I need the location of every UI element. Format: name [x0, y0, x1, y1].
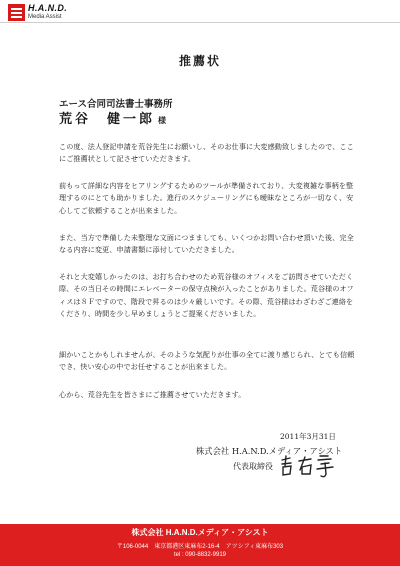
company-logo: [8, 4, 88, 22]
paragraph-documents: また、当方で準備した未整理な文面につまましても、いくつかお問い合わせ頂いた後、完全なる内容に変更、申請書類に添付していただきました。: [59, 233, 354, 255]
recipient-firm: エース合同司法書士事務所: [59, 99, 173, 110]
paragraph-intro: この度、法人登記申請を荒谷先生にお願いし、そのお仕事に大変感動致しましたので、ここにご推薦状として記させていただきます。: [59, 142, 354, 164]
paragraph-elevator: それと大変嬉しかったのは、お打ち合わせのため荒谷様のオフィスをご訪問させていただく際、その当日その時間にエレベーターの保守点検が入ったことがありました。荒谷様のオフィスは８Ｆですので、階段で昇るのは少々厳しいです。その際、荒谷様はわざわざご連絡をくださり、時間を少し早めましょうとご提案くださいました。: [59, 272, 354, 319]
sender-title: 代表取締役: [233, 462, 273, 471]
logo-mark-icon: [8, 4, 25, 21]
footer-phone: tel : 090-8832-9919: [173, 552, 227, 558]
paragraph-closing: 心から、荒谷先生を皆さまにご推薦させていただきます。: [59, 390, 246, 399]
footer-band: [0, 524, 400, 566]
sender-company: 株式会社 H.A.N.D.メディア・アシスト: [196, 446, 343, 456]
letter-title: 推薦状: [178, 54, 221, 68]
recipient-honorific: 様: [158, 115, 167, 125]
paragraph-tools: 前もって詳細な内容をヒアリングするためのツールが準備されており、大変複雑な事柄を整理するのにとても助かりました。進行のスケジューリングにも曖昧なところが一切なく、安心してご依頼することが出来ました。: [59, 181, 354, 215]
footer-company: 株式会社 H.A.N.D.メディア・アシスト: [131, 528, 269, 537]
logo-subtitle: Media Assist: [28, 14, 62, 20]
signature-icon: [278, 452, 338, 482]
footer-address: 〒106-0044 東京都港区東麻布2-16-4 アツシフィ東麻布303: [116, 544, 284, 550]
header-divider: [0, 22, 400, 23]
paragraph-trust: 細かいことかもしれませんが、そのような気配りが仕事の全てに渡り感じられ、とても信頼でき、快い安心の中でお任せすることが出来ました。: [59, 350, 355, 372]
letter-date: 2011年3月31日: [280, 432, 336, 441]
recipient: [59, 108, 166, 127]
logo-name: H.A.N.D.: [28, 3, 68, 13]
recipient-name: 荒谷 健一郎: [59, 112, 156, 127]
